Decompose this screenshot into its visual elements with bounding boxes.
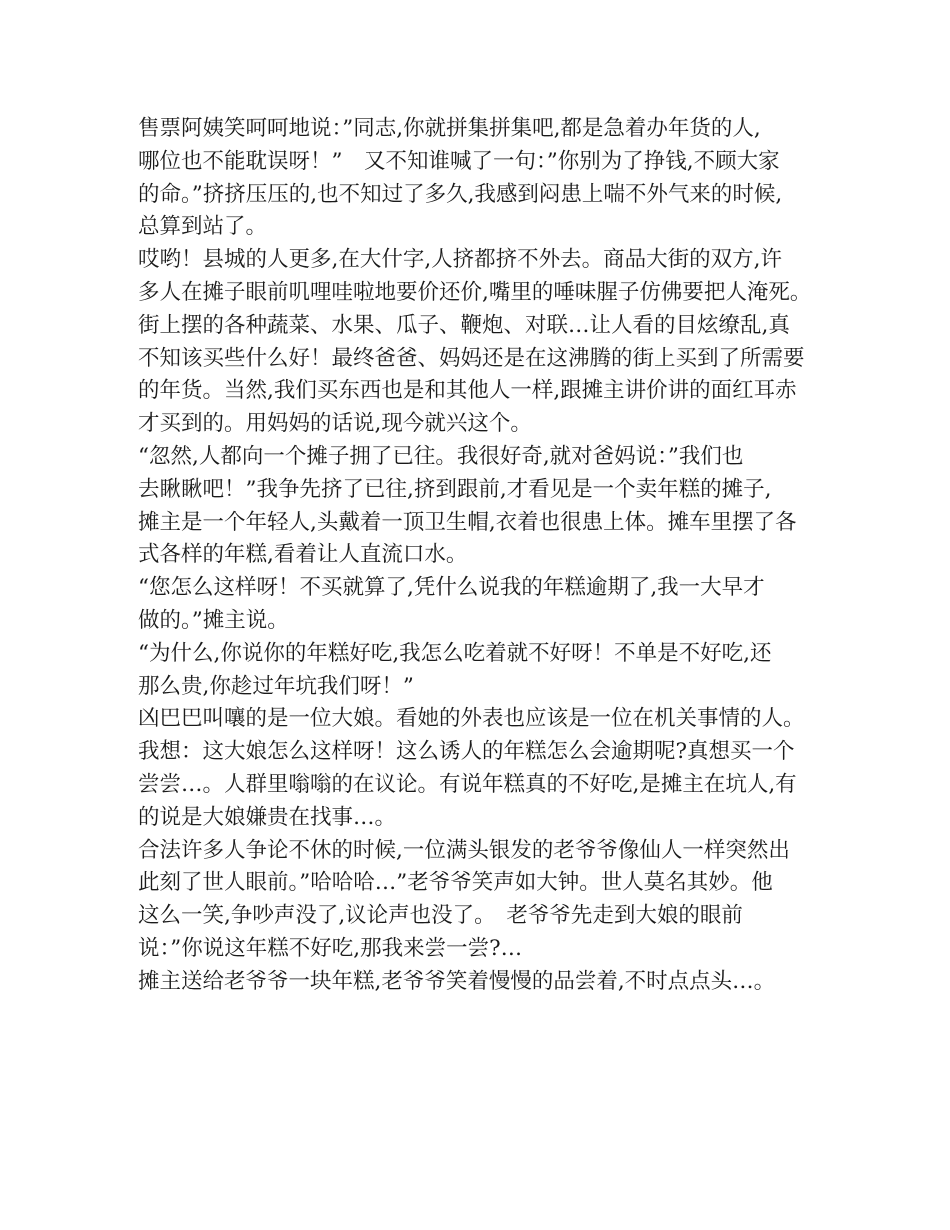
text-line: 式各样的年糕,看着让人直流口水。 — [138, 542, 468, 568]
text-line: “忽然,人都向一个摊子拥了已往。我很好奇,就对爸妈说：”我们也 — [138, 443, 744, 469]
text-line: 说：”你说这年糕不好吃,那我来尝一尝?… — [138, 935, 523, 961]
text-line: 那么贵,你趁过年坑我们呀！” — [138, 673, 414, 699]
text-line: 街上摆的各种蔬菜、水果、瓜子、鞭炮、对联…让人看的目炫缭乱,真 — [138, 312, 790, 338]
text-line: 的说是大娘嫌贵在找事…。 — [138, 804, 397, 830]
text-line: 凶巴巴叫嚷的是一位大娘。看她的外表也应该是一位在机关事情的人。 — [138, 706, 805, 732]
text-line: 此刻了世人眼前。”哈哈哈…”老爷爷笑声如大钟。世人莫名其妙。他 — [138, 870, 773, 896]
text-line: 合法许多人争论不休的时候,一位满头银发的老爷爷像仙人一样突然出 — [138, 837, 790, 863]
text-line: 摊主是一个年轻人,头戴着一顶卫生帽,衣着也很患上体。摊车里摆了各 — [138, 509, 797, 535]
text-line: 售票阿姨笑呵呵地说：”同志,你就拼集拼集吧,都是急着办年货的人, — [138, 116, 761, 141]
text-line: 总算到站了。 — [138, 214, 268, 240]
text-line: 做的。”摊主说。 — [138, 607, 289, 633]
text-line: 的年货。当然,我们买东西也是和其他人一样,跟摊主讲价讲的面红耳赤 — [138, 378, 797, 404]
text-line: “为什么,你说你的年糕好吃,我怎么吃着就不好呀！不单是不好吃,还 — [138, 640, 772, 666]
text-line: 我想：这大娘怎么这样呀！这么诱人的年糕怎么会逾期呢?真想买一个 — [138, 739, 795, 765]
text-line: 尝尝…。人群里嗡嗡的在议论。有说年糕真的不好吃,是摊主在坑人,有 — [138, 771, 797, 797]
text-line: 这么一笑,争吵声没了,议论声也没了。 老爷爷先走到大娘的眼前 — [138, 903, 743, 929]
text-line: 多人在摊子眼前叽哩哇啦地要价还价,嘴里的唾味腥子仿佛要把人淹死。 — [138, 279, 812, 305]
text-line: 去瞅瞅吧！”我争先挤了已往,挤到跟前,才看见是一个卖年糕的摊子, — [138, 476, 772, 502]
text-line: 才买到的。用妈妈的话说,现今就兴这个。 — [138, 411, 532, 437]
text-line: 摊主送给老爷爷一块年糕,老爷爷笑着慢慢的品尝着,不时点点头…。 — [138, 968, 776, 994]
text-line: 哎哟！县城的人更多,在大什字,人挤都挤不外去。商品大街的双方,许 — [138, 247, 783, 273]
text-line: 不知该买些什么好！最终爸爸、妈妈还是在这沸腾的街上买到了所需要 — [138, 345, 805, 371]
text-line: 的命。”挤挤压压的,也不知过了多久,我感到闷患上喘不外气来的时候, — [138, 181, 783, 207]
text-line: 哪位也不能耽误呀！” 又不知谁喊了一句：”你别为了挣钱,不顾大家 — [138, 148, 780, 174]
article-body — [138, 113, 828, 999]
text-line: “您怎么这样呀！不买就算了,凭什么说我的年糕逾期了,我一大早才 — [138, 575, 765, 601]
